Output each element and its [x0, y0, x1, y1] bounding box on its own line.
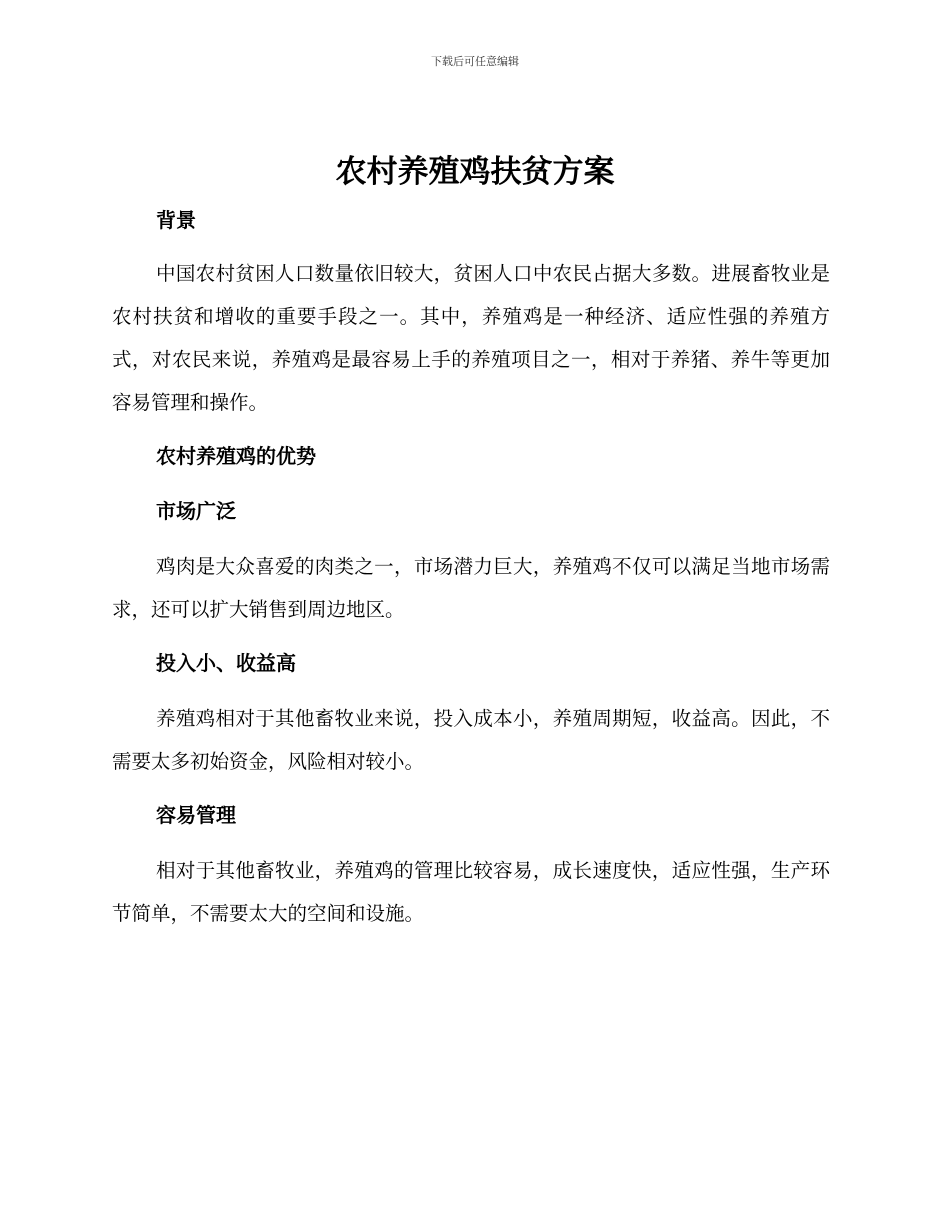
document-title: 农村养殖鸡扶贫方案	[335, 154, 615, 190]
section-heading-background: 背景	[156, 208, 196, 232]
section-heading-management: 容易管理	[156, 803, 236, 827]
section-heading-market: 市场广泛	[156, 499, 236, 523]
section-paragraph-background: 中国农村贫困人口数量依旧较大，贫困人口中农民占据大多数。进展畜牧业是农村扶贫和增收的重要手段之一。其中，养殖鸡是一种经济、适应性强的养殖方式，对农民来说，养殖鸡是最容易上手的养殖项目之一，相对于养猪、养牛等更加容易管理和操作。	[112, 262, 830, 414]
page-header-note: 下载后可任意编辑	[431, 55, 519, 68]
section-paragraph-market: 鸡肉是大众喜爱的肉类之一，市场潜力巨大，养殖鸡不仅可以满足当地市场需求，还可以扩大销售到周边地区。	[112, 555, 830, 621]
section-paragraph-management: 相对于其他畜牧业，养殖鸡的管理比较容易，成长速度快，适应性强，生产环节简单，不需要太大的空间和设施。	[112, 859, 830, 925]
section-heading-investment: 投入小、收益高	[156, 651, 296, 675]
section-heading-advantages: 农村养殖鸡的优势	[156, 444, 316, 468]
section-paragraph-investment: 养殖鸡相对于其他畜牧业来说，投入成本小，养殖周期短，收益高。因此，不需要太多初始资金，风险相对较小。	[112, 707, 830, 773]
